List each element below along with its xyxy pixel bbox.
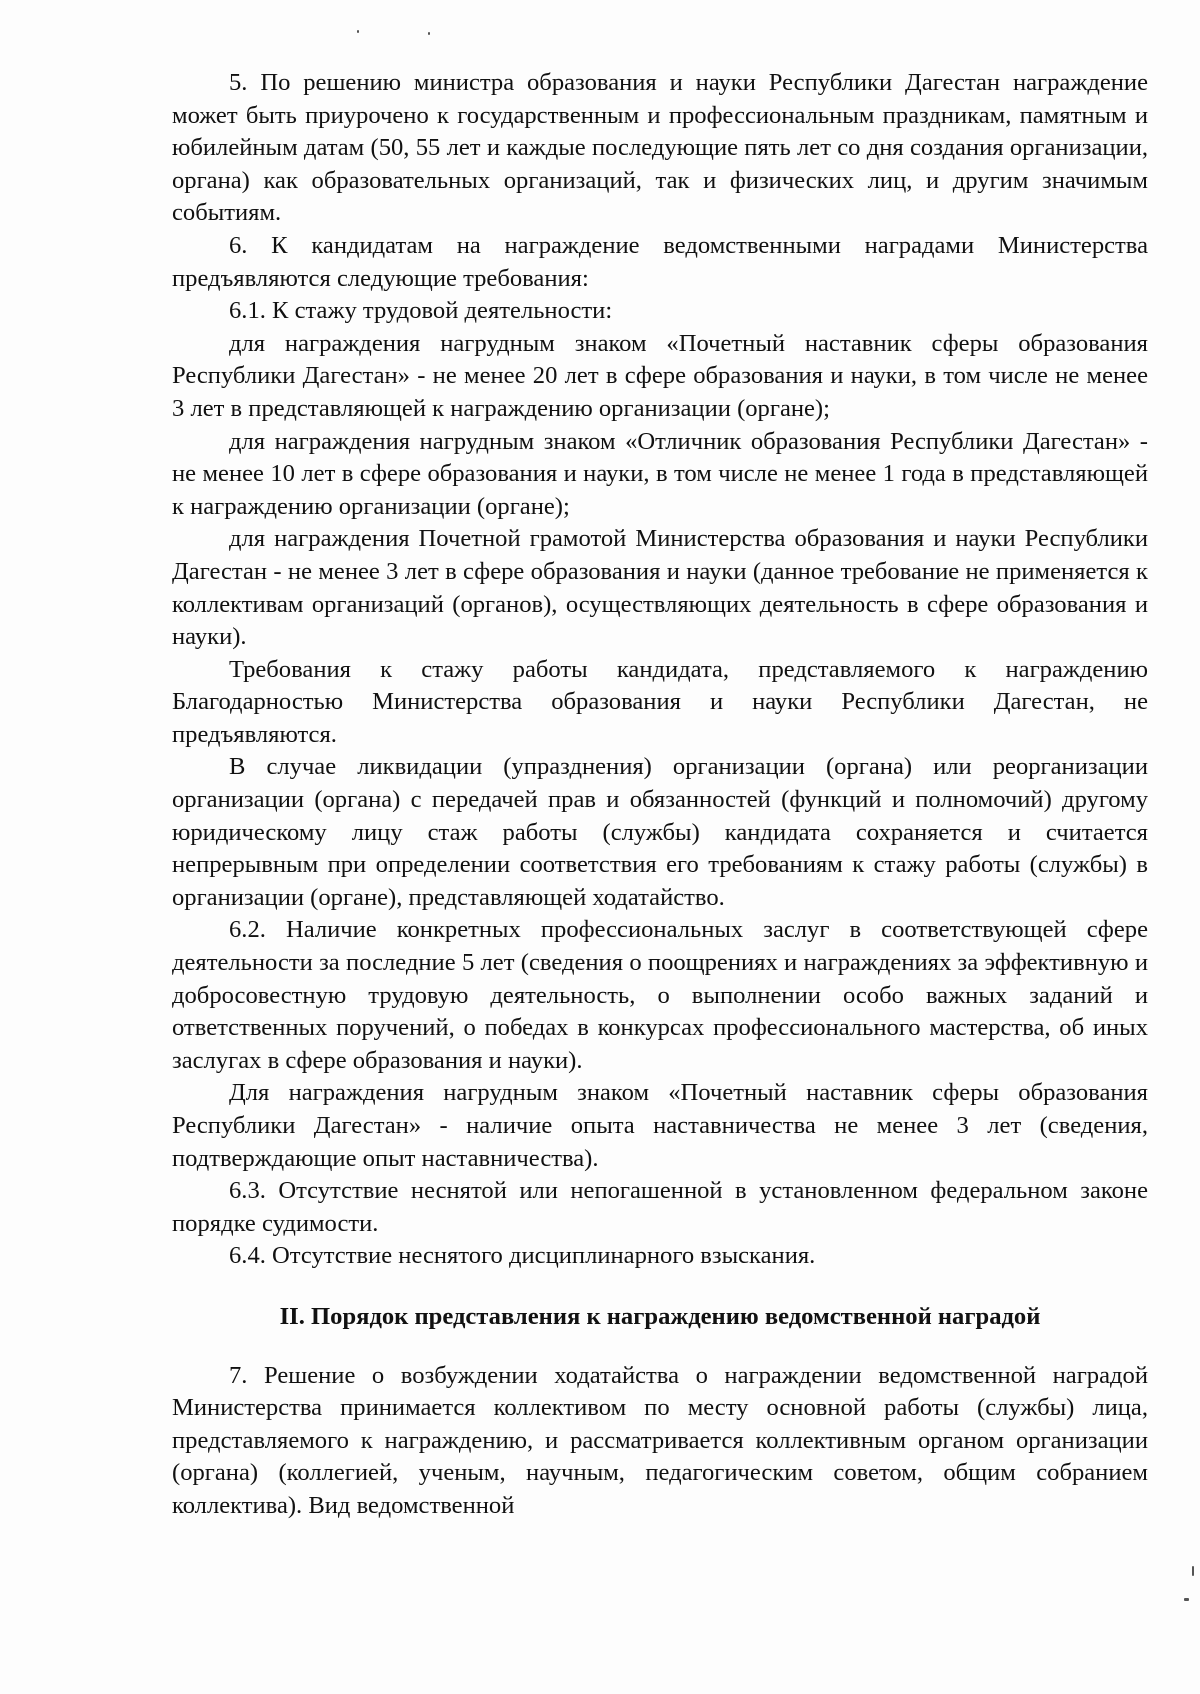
paragraph-5: 5. По решению министра образования и науки Республики Дагестан награждение может быть приурочено к государственным и профессиональным праздникам, памятным и юбилейным датам (50, 55 лет и каждые последующие пять лет со дня создания организации, органа) как образовательных организаций, так и физических лиц, и другим значимым событиям.: [172, 69, 1148, 227]
paragraph-badge-excellence-requirement: для награждения нагрудным знаком «Отличник образования Республики Дагестан» - не менее 10 лет в сфере образования и науки, в том числе не менее 1 года в представляющей к награждению организации (органе);: [172, 427, 1148, 520]
paragraph-6-1: 6.1. К стажу трудовой деятельности:: [229, 297, 613, 325]
scan-speck: [357, 30, 359, 33]
scan-speck: [428, 32, 430, 35]
scan-speck: [1192, 1566, 1194, 1576]
paragraph-badge-mentor-requirement: для награждения нагрудным знаком «Почетный наставник сферы образования Республики Дагестан» - не менее 20 лет в сфере образования и науки, в том числе не менее 3 лет в представляющей к награждению организации (органе);: [172, 329, 1148, 422]
paragraph-6-2: 6.2. Наличие конкретных профессиональных заслуг в соответствующей сфере деятельности за последние 5 лет (сведения о поощрениях и награждениях за эффективную и добросовестную трудовую деятельность, о выполнении особо важных заданий и ответственных поручений, о победах в конкурсах профессионального мастерства, об иных заслугах в сфере образования и науки).: [172, 916, 1148, 1074]
paragraph-6: 6. К кандидатам на награждение ведомственными наградами Министерства предъявляются следующие требования:: [172, 231, 1148, 292]
scan-speck: [1184, 1598, 1189, 1601]
paragraph-certificate-requirement: для награждения Почетной грамотой Министерства образования и науки Республики Дагестан - не менее 3 лет в сфере образования и науки (данное требование не применяется к коллективам организаций (органов), осуществляющих деятельность в сфере образования и науки).: [172, 525, 1148, 651]
document-body: [172, 67, 1148, 1523]
paragraph-6-4: 6.4. Отсутствие неснятого дисциплинарного взыскания.: [229, 1242, 816, 1270]
paragraph-7: 7. Решение о возбуждении ходатайства о награждении ведомственной наградой Министерства принимается коллективом по месту основной работы (службы) лица, представляемого к награждению, и рассматривается коллективным органом организации (органа) (коллегией, ученым, научным, педагогическим советом, общим собранием коллектива). Вид ведомственной: [172, 1361, 1148, 1519]
paragraph-liquidation-clause: В случае ликвидации (упразднения) организации (органа) или реорганизации организации (органа) с передачей прав и обязанностей (функций и полномочий) другому юридическому лицу стаж работы (службы) кандидата сохраняется и считается непрерывным при определении соответствия его требованиям к стажу работы (службы) в организации (органе), представляющей ходатайство.: [172, 753, 1148, 911]
paragraph-mentor-experience: Для награждения нагрудным знаком «Почетный наставник сферы образования Республики Дагестан» - наличие опыта наставничества не менее 3 лет (сведения, подтверждающие опыт наставничества).: [172, 1079, 1148, 1172]
paragraph-gratitude-requirement: Требования к стажу работы кандидата, представляемого к награждению Благодарностью Министерства образования и науки Республики Дагестан, не предъявляются.: [172, 655, 1148, 748]
section-heading: II. Порядок представления к награждению ведомственной наградой: [279, 1302, 1041, 1330]
paragraph-6-3: 6.3. Отсутствие неснятой или непогашенной в установленном федеральном законе порядке судимости.: [172, 1177, 1148, 1237]
